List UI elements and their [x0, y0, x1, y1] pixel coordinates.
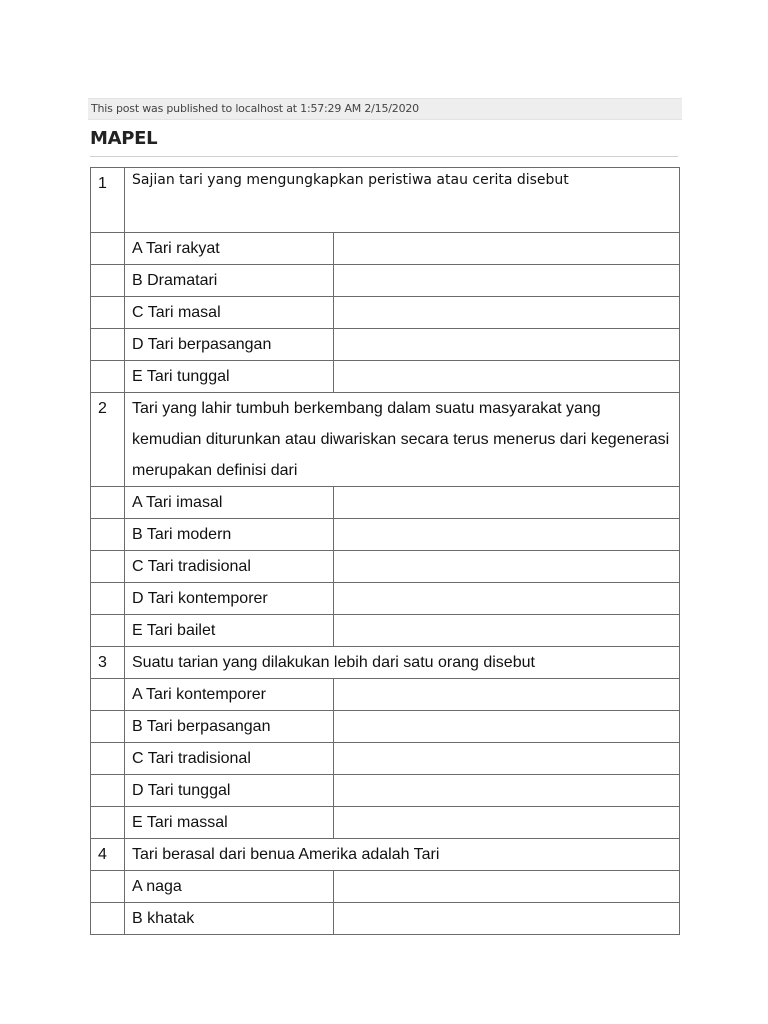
- option-number-cell: [91, 329, 125, 361]
- answer-cell: [334, 679, 680, 711]
- question-number: 4: [91, 839, 125, 871]
- option-row: [91, 615, 680, 647]
- option-number-cell: [91, 583, 125, 615]
- option-number-cell: [91, 265, 125, 297]
- answer-cell: [334, 519, 680, 551]
- option-row: [91, 233, 680, 265]
- option-label: B Tari berpasangan: [125, 711, 334, 743]
- question-number: 3: [91, 647, 125, 679]
- option-number-cell: [91, 233, 125, 265]
- answer-cell: [334, 265, 680, 297]
- answer-cell: [334, 329, 680, 361]
- option-label: C Tari tradisional: [125, 551, 334, 583]
- option-row: [91, 807, 680, 839]
- option-label: A naga: [125, 871, 334, 903]
- page-title: MAPEL: [90, 128, 158, 149]
- answer-cell: [334, 297, 680, 329]
- option-label: E Tari tunggal: [125, 361, 334, 393]
- option-row: [91, 361, 680, 393]
- option-row: [91, 711, 680, 743]
- question-text: Tari yang lahir tumbuh berkembang dalam suatu masyarakat yang kemudian diturunkan atau diwariskan secara terus menerus dari kegenerasi merupakan definisi dari: [125, 393, 680, 487]
- option-row: [91, 265, 680, 297]
- publish-banner-text: This post was published to localhost at 1:57:29 AM 2/15/2020: [91, 102, 419, 115]
- option-row: [91, 871, 680, 903]
- question-number: 1: [91, 168, 125, 233]
- option-row: [91, 583, 680, 615]
- option-number-cell: [91, 519, 125, 551]
- question-number: 2: [91, 393, 125, 487]
- option-label: A Tari kontemporer: [125, 679, 334, 711]
- option-number-cell: [91, 903, 125, 935]
- answer-cell: [334, 615, 680, 647]
- option-number-cell: [91, 487, 125, 519]
- option-number-cell: [91, 551, 125, 583]
- answer-cell: [334, 807, 680, 839]
- option-row: [91, 775, 680, 807]
- option-row: [91, 329, 680, 361]
- answer-cell: [334, 583, 680, 615]
- answer-cell: [334, 487, 680, 519]
- option-row: [91, 679, 680, 711]
- option-label: E Tari bailet: [125, 615, 334, 647]
- option-number-cell: [91, 297, 125, 329]
- option-label: A Tari imasal: [125, 487, 334, 519]
- option-number-cell: [91, 807, 125, 839]
- option-label: B Tari modern: [125, 519, 334, 551]
- question-row: [91, 647, 680, 679]
- title-divider: [90, 156, 678, 157]
- option-number-cell: [91, 775, 125, 807]
- question-row: [91, 393, 680, 487]
- option-row: [91, 903, 680, 935]
- option-label: D Tari kontemporer: [125, 583, 334, 615]
- option-row: [91, 487, 680, 519]
- option-label: D Tari berpasangan: [125, 329, 334, 361]
- answer-cell: [334, 743, 680, 775]
- option-row: [91, 743, 680, 775]
- question-row: [91, 839, 680, 871]
- option-row: [91, 551, 680, 583]
- option-label: C Tari tradisional: [125, 743, 334, 775]
- option-number-cell: [91, 871, 125, 903]
- question-row: [91, 168, 680, 233]
- answer-cell: [334, 361, 680, 393]
- option-row: [91, 519, 680, 551]
- option-label: D Tari tunggal: [125, 775, 334, 807]
- answer-cell: [334, 871, 680, 903]
- option-label: E Tari massal: [125, 807, 334, 839]
- question-text: Suatu tarian yang dilakukan lebih dari satu orang disebut: [125, 647, 680, 679]
- answer-cell: [334, 775, 680, 807]
- quiz-table: [90, 167, 680, 935]
- option-number-cell: [91, 711, 125, 743]
- answer-cell: [334, 711, 680, 743]
- answer-cell: [334, 551, 680, 583]
- option-label: C Tari masal: [125, 297, 334, 329]
- option-number-cell: [91, 743, 125, 775]
- answer-cell: [334, 233, 680, 265]
- option-label: B Dramatari: [125, 265, 334, 297]
- option-label: B khatak: [125, 903, 334, 935]
- publish-banner: [88, 98, 682, 120]
- option-row: [91, 297, 680, 329]
- option-number-cell: [91, 679, 125, 711]
- option-label: A Tari rakyat: [125, 233, 334, 265]
- answer-cell: [334, 903, 680, 935]
- option-number-cell: [91, 615, 125, 647]
- question-text: Tari berasal dari benua Amerika adalah Tari: [125, 839, 680, 871]
- question-text: Sajian tari yang mengungkapkan peristiwa atau cerita disebut: [125, 168, 680, 233]
- option-number-cell: [91, 361, 125, 393]
